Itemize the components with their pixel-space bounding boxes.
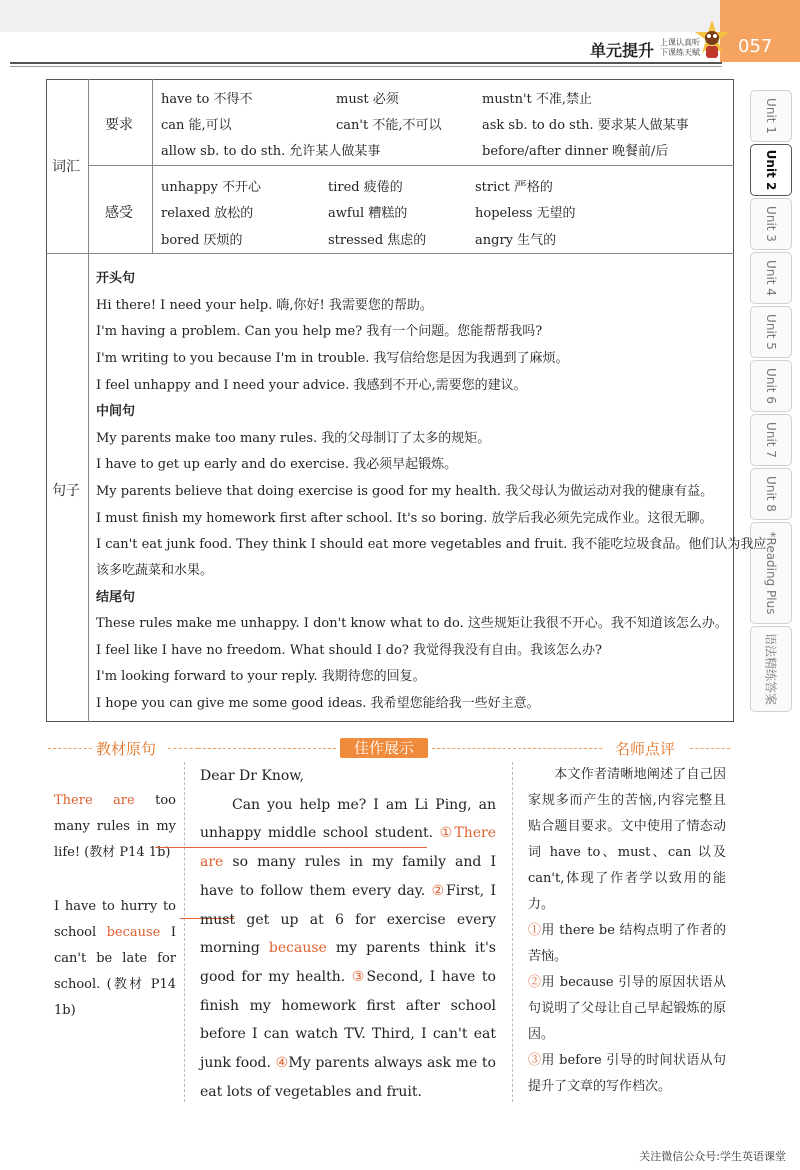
sentences-label: 句子 (52, 483, 80, 499)
vocab-group-label: 感受 (105, 205, 133, 221)
vocab-group-label: 要求 (105, 117, 133, 133)
vocab-cell: can't 不能,不可以 (336, 118, 442, 133)
tab-unit-3[interactable]: Unit 3 (750, 198, 792, 250)
sentence-group-heading: 结尾句 (96, 590, 136, 605)
sentence-line: 该多吃蔬菜和水果。 (96, 563, 214, 578)
header-dash (168, 748, 198, 749)
highlight-phrase: because (106, 925, 161, 940)
sentence-line: I must finish my homework first after school. It's so boring. 放学后我必须先完成作业。这很无聊。 (96, 511, 713, 526)
original-sentence: I have to hurry to school because I can't be late for school. (教材 P14 1b) (54, 899, 176, 1018)
comment-note: ②用 because 引导的原因状语从句说明了父母让自己早起锻炼的原因。 (528, 975, 726, 1042)
vocab-cell: tired 疲倦的 (328, 180, 403, 195)
vocab-label: 词汇 (52, 159, 80, 175)
marker-3: ③ (351, 968, 367, 985)
vocab-cell: mustn't 不准,禁止 (482, 92, 593, 107)
table-divider (152, 79, 153, 253)
showcase-heading: 佳作展示 (340, 738, 428, 758)
teacher-comment (528, 762, 726, 1100)
essay-greeting: Dear Dr Know, (200, 768, 305, 784)
vocab-cell: relaxed 放松的 (161, 206, 254, 221)
section-title: 单元提升 (590, 41, 655, 60)
vocab-cell: bored 厌烦的 (161, 233, 243, 248)
comment-heading: 名师点评 (615, 740, 676, 758)
sentence-line: My parents make too many rules. 我的父母制订了太多的规矩。 (96, 431, 491, 446)
tab-unit-7[interactable]: Unit 7 (750, 414, 792, 466)
tab-unit-8[interactable]: Unit 8 (750, 468, 792, 520)
marker-1: ① (439, 825, 455, 842)
sentence-line: I can't eat junk food. They think I should eat more vegetables and fruit. 我不能吃垃圾食品。他们认为我应 (96, 537, 767, 552)
highlight-phrase: There are (200, 825, 496, 871)
comment-note: ①用 there be 结构点明了作者的苦恼。 (528, 923, 726, 964)
header-dash (198, 748, 336, 749)
footer-note: 关注微信公众号:学生英语课堂 (639, 1150, 786, 1163)
header-rule-thin (10, 66, 722, 67)
sentence-line: I feel unhappy and I need your advice. 我感到不开心,需要您的建议。 (96, 378, 527, 393)
tab-unit-2[interactable]: Unit 2 (750, 144, 792, 196)
model-essay (200, 762, 496, 1106)
vocab-cell: awful 糟糕的 (328, 206, 408, 221)
vocab-cell: must 必须 (336, 92, 399, 107)
vocab-cell: angry 生气的 (475, 233, 557, 248)
highlight-phrase: There are (54, 793, 135, 808)
column-divider (512, 762, 513, 1102)
vocab-cell: allow sb. to do sth. 允许某人做某事 (161, 144, 381, 159)
tab-reading-plus[interactable]: *Reading Plus (750, 522, 792, 624)
header-rule (10, 62, 722, 64)
column-divider (184, 762, 185, 1102)
sentence-line: I hope you can give me some good ideas. 我希望您能给我一些好主意。 (96, 696, 540, 711)
comment-note: ③用 before 引导的时间状语从句提升了文章的写作档次。 (528, 1053, 726, 1094)
header-dash (432, 748, 602, 749)
vocab-cell: ask sb. to do sth. 要求某人做某事 (482, 118, 689, 133)
header-dash (48, 748, 92, 749)
tab-grammar-answers[interactable]: 语法精练答案 (750, 626, 792, 712)
sentence-group-heading: 开头句 (96, 271, 136, 286)
marker-4: ④ (275, 1055, 289, 1072)
table-divider (46, 253, 734, 254)
sentence-line: Hi there! I need your help. 嗨,你好! 我需要您的帮助。 (96, 298, 433, 313)
vocab-cell: before/after dinner 晚餐前/后 (482, 144, 669, 159)
mascot-icon (695, 20, 729, 60)
table-divider (88, 79, 89, 722)
page-number: 057 (738, 36, 773, 57)
sentence-line: I have to get up early and do exercise. 我必须早起锻炼。 (96, 457, 458, 472)
sentence-line: I'm having a problem. Can you help me? 我有一个问题。您能帮帮我吗? (96, 324, 543, 339)
vocab-cell: unhappy 不开心 (161, 180, 261, 195)
sentence-line: I feel like I have no freedom. What should I do? 我觉得我没有自由。我该怎么办? (96, 643, 603, 658)
sentence-line: These rules make me unhappy. I don't know what to do. 这些规矩让我很不开心。我不知道该怎么办。 (96, 616, 728, 631)
vocab-cell: hopeless 无望的 (475, 206, 576, 221)
sentence-group-heading: 中间句 (96, 404, 136, 419)
section-subtitle: 上课认真听 下课练天赋 (660, 38, 700, 57)
tab-unit-4[interactable]: Unit 4 (750, 252, 792, 304)
vocab-cell: have to 不得不 (161, 92, 253, 107)
vocab-cell: can 能,可以 (161, 118, 232, 133)
sentence-line: I'm looking forward to your reply. 我期待您的回复。 (96, 669, 426, 684)
highlight-phrase: because (268, 940, 327, 957)
tab-unit-6[interactable]: Unit 6 (750, 360, 792, 412)
essay-body: Can you help me? I am Li Ping, an unhappy middle school student. ①There are so many rules in my family and I have to follow them every day. ②First, I must get up at 6 for exercise every morning because my parents think it's good for my health. ③Second, I have to finish my homework first after school before I can watch TV. Third, I can't eat junk food. ④My parents always ask me to eat lots of vegetables and fruit. (200, 796, 497, 1100)
marker-2: ② (431, 882, 447, 899)
original-heading: 教材原句 (96, 740, 157, 758)
header-dash (690, 748, 730, 749)
sentence-line: I'm writing to you because I'm in trouble. 我写信给您是因为我遇到了麻烦。 (96, 351, 569, 366)
vocab-cell: stressed 焦虑的 (328, 233, 427, 248)
comment-intro: 本文作者清晰地阐述了自己因家规多而产生的苦恼,内容完整且贴合题目要求。文中使用了情态动词 have to、must、can 以及 can't,体现了作者学以致用的能力。 (528, 767, 726, 912)
vocab-cell: strict 严格的 (475, 180, 553, 195)
original-sentence: There are too many rules in my life! (教材 P14 1b) (54, 793, 177, 860)
sentence-line: My parents believe that doing exercise is good for my health. 我父母认为做运动对我的健康有益。 (96, 484, 714, 499)
table-divider (88, 165, 734, 166)
top-band (0, 0, 720, 32)
tab-unit-5[interactable]: Unit 5 (750, 306, 792, 358)
tab-unit-1[interactable]: Unit 1 (750, 90, 792, 142)
